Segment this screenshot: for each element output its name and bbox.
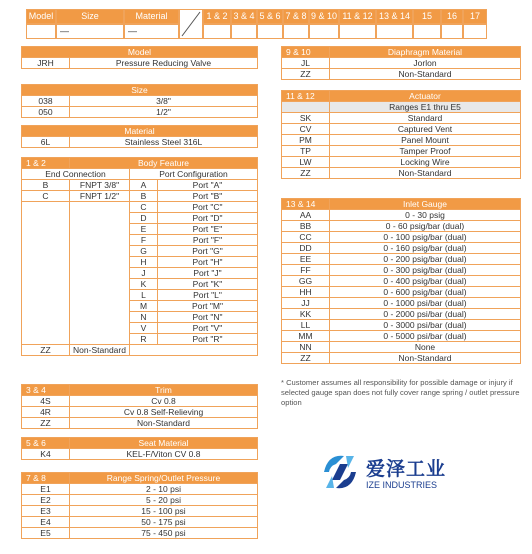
option-code: ZZ <box>282 168 330 179</box>
table-row <box>282 210 521 221</box>
port-description: Port "J" <box>158 268 258 279</box>
blank-cell <box>130 345 258 356</box>
material-title: Material <box>22 126 258 137</box>
port-description: Port "M" <box>158 301 258 312</box>
option-description: 3/8" <box>70 96 258 107</box>
blank-cell <box>70 334 130 345</box>
port-code: F <box>130 235 158 246</box>
port-code: V <box>130 323 158 334</box>
option-code: E2 <box>22 495 70 506</box>
header-slot-0 <box>26 24 56 39</box>
end-connection-description: Non-Standard <box>70 345 130 356</box>
option-code: E3 <box>22 506 70 517</box>
option-description: 0 - 600 psig/bar (dual) <box>330 287 521 298</box>
blank-cell <box>70 235 130 246</box>
option-code: 6L <box>22 137 70 148</box>
port-code: H <box>130 257 158 268</box>
option-description: Locking Wire <box>330 157 521 168</box>
option-code: PM <box>282 135 330 146</box>
port-description: Port "E" <box>158 224 258 235</box>
diaphragm-code: 9 & 10 <box>282 47 330 58</box>
blank-cell <box>22 323 70 334</box>
port-configuration-header: Port Configuration <box>130 169 258 180</box>
table-row <box>282 221 521 232</box>
table-row <box>22 235 258 246</box>
port-description: Port "R" <box>158 334 258 345</box>
spring-title: Range Spring/Outlet Pressure <box>70 473 258 484</box>
actuator-code: 11 & 12 <box>282 91 330 102</box>
body-feature-title: Body Feature <box>70 158 258 169</box>
port-code: J <box>130 268 158 279</box>
option-code: BB <box>282 221 330 232</box>
logo-english-text: IZE INDUSTRIES <box>366 480 438 490</box>
option-description: 5 - 20 psi <box>70 495 258 506</box>
option-description: 0 - 60 psig/bar (dual) <box>330 221 521 232</box>
option-code: ZZ <box>282 353 330 364</box>
option-description: 0 - 200 psig/bar (dual) <box>330 254 521 265</box>
table-row <box>22 224 258 235</box>
header-col-12: 17 <box>463 9 487 24</box>
slash-divider <box>179 9 203 39</box>
table-row <box>22 396 258 407</box>
header-slot-6 <box>283 24 309 39</box>
table-row <box>282 254 521 265</box>
table-row <box>22 180 258 191</box>
option-code: JRH <box>22 58 70 69</box>
option-code: TP <box>282 146 330 157</box>
header-col-0: Model <box>26 9 56 24</box>
option-code: EE <box>282 254 330 265</box>
table-row <box>22 137 258 148</box>
port-code: A <box>130 180 158 191</box>
blank-cell <box>70 213 130 224</box>
option-description: 0 - 2000 psi/bar (dual) <box>330 309 521 320</box>
port-description: Port "H" <box>158 257 258 268</box>
table-row <box>22 407 258 418</box>
logo-chinese-text: 爱泽工业 <box>366 458 447 480</box>
table-row <box>22 517 258 528</box>
option-description: 0 - 5000 psi/bar (dual) <box>330 331 521 342</box>
table-row <box>22 495 258 506</box>
blank-cell <box>70 246 130 257</box>
blank-cell <box>70 301 130 312</box>
header-col-9: 13 & 14 <box>376 9 413 24</box>
table-row <box>282 342 521 353</box>
option-code: 4R <box>22 407 70 418</box>
option-code: E5 <box>22 528 70 539</box>
table-row <box>22 246 258 257</box>
blank-cell <box>22 213 70 224</box>
table-row <box>282 276 521 287</box>
header-slot-7 <box>309 24 339 39</box>
seat-title: Seat Material <box>70 438 258 449</box>
option-description: Non-Standard <box>330 69 521 80</box>
port-description: Port "K" <box>158 279 258 290</box>
option-code: HH <box>282 287 330 298</box>
port-code: R <box>130 334 158 345</box>
header-col-2: Material <box>124 9 179 24</box>
header-col-8: 11 & 12 <box>339 9 376 24</box>
table-row <box>22 323 258 334</box>
blank-cell <box>70 312 130 323</box>
table-row <box>22 107 258 118</box>
option-description: Stainless Steel 316L <box>70 137 258 148</box>
table-row <box>282 243 521 254</box>
table-row <box>22 484 258 495</box>
option-code: LL <box>282 320 330 331</box>
header-col-4: 3 & 4 <box>231 9 257 24</box>
option-description: Cv 0.8 Self-Relieving <box>70 407 258 418</box>
blank-cell <box>70 290 130 301</box>
table-row <box>282 309 521 320</box>
trim-table <box>21 384 258 429</box>
option-description: KEL-F/Viton CV 0.8 <box>70 449 258 460</box>
port-description: Port "V" <box>158 323 258 334</box>
option-code: DD <box>282 243 330 254</box>
option-description: Cv 0.8 <box>70 396 258 407</box>
blank-cell <box>22 290 70 301</box>
end-connection-description: FNPT 3/8" <box>70 180 130 191</box>
trim-title: Trim <box>70 385 258 396</box>
table-row <box>282 157 521 168</box>
port-code: K <box>130 279 158 290</box>
option-description: 0 - 1000 psi/bar (dual) <box>330 298 521 309</box>
end-connection-description: FNPT 1/2" <box>70 191 130 202</box>
option-description: 75 - 450 psi <box>70 528 258 539</box>
model-code-header <box>26 9 522 39</box>
blank-cell <box>22 235 70 246</box>
table-row <box>282 353 521 364</box>
option-description: 0 - 30 psig <box>330 210 521 221</box>
size-title: Size <box>22 85 258 96</box>
spring-code: 7 & 8 <box>22 473 70 484</box>
end-connection-code: ZZ <box>22 345 70 356</box>
option-code: K4 <box>22 449 70 460</box>
option-code: 050 <box>22 107 70 118</box>
seat-material-table <box>21 437 258 460</box>
blank-cell <box>70 268 130 279</box>
option-description: 15 - 100 psi <box>70 506 258 517</box>
header-slot-5 <box>257 24 283 39</box>
gauge-code: 13 & 14 <box>282 199 330 210</box>
option-description: 2 - 10 psi <box>70 484 258 495</box>
table-row <box>22 506 258 517</box>
option-description: 50 - 175 psi <box>70 517 258 528</box>
option-description: Jorlon <box>330 58 521 69</box>
option-description: 0 - 160 psig/bar (dual) <box>330 243 521 254</box>
option-code: 4S <box>22 396 70 407</box>
diaphragm-table <box>281 46 521 80</box>
range-spring-table <box>21 472 258 539</box>
option-code: JL <box>282 58 330 69</box>
seat-code: 5 & 6 <box>22 438 70 449</box>
table-row <box>22 528 258 539</box>
actuator-title: Actuator <box>330 91 521 102</box>
header-col-5: 5 & 6 <box>257 9 283 24</box>
header-col-11: 16 <box>441 9 463 24</box>
option-description: None <box>330 342 521 353</box>
option-code: NN <box>282 342 330 353</box>
option-description: 1/2" <box>70 107 258 118</box>
table-row <box>22 58 258 69</box>
inlet-gauge-table <box>281 198 521 364</box>
header-col-1: Size <box>56 9 124 24</box>
option-code: ZZ <box>282 69 330 80</box>
port-code: L <box>130 290 158 301</box>
port-description: Port "A" <box>158 180 258 191</box>
blank-cell <box>22 202 70 213</box>
table-row <box>282 298 521 309</box>
body-feature-table <box>21 157 258 356</box>
port-description: Port "L" <box>158 290 258 301</box>
port-code: N <box>130 312 158 323</box>
ize-logo <box>318 448 468 498</box>
table-row <box>282 124 521 135</box>
header-slot-4 <box>231 24 257 39</box>
table-row <box>22 312 258 323</box>
option-code: ZZ <box>22 418 70 429</box>
option-description: Non-Standard <box>330 353 521 364</box>
size-table <box>21 84 258 118</box>
option-description: 0 - 3000 psi/bar (dual) <box>330 320 521 331</box>
table-row <box>22 279 258 290</box>
blank-cell <box>70 257 130 268</box>
table-row <box>282 320 521 331</box>
table-row <box>282 168 521 179</box>
table-row <box>282 135 521 146</box>
port-description: Port "C" <box>158 202 258 213</box>
port-code: C <box>130 202 158 213</box>
option-code: CV <box>282 124 330 135</box>
port-description: Port "F" <box>158 235 258 246</box>
table-row <box>22 191 258 202</box>
option-description: Standard <box>330 113 521 124</box>
model-title: Model <box>22 47 258 58</box>
diaphragm-title: Diaphragm Material <box>330 47 521 58</box>
option-code: FF <box>282 265 330 276</box>
option-description: Non-Standard <box>70 418 258 429</box>
port-code: E <box>130 224 158 235</box>
option-description: 0 - 400 psig/bar (dual) <box>330 276 521 287</box>
option-description: Non-Standard <box>330 168 521 179</box>
port-description: Port "N" <box>158 312 258 323</box>
table-row <box>282 232 521 243</box>
option-description: Panel Mount <box>330 135 521 146</box>
option-code: SK <box>282 113 330 124</box>
header-slot-12 <box>463 24 487 39</box>
model-table <box>21 46 258 69</box>
option-code: 038 <box>22 96 70 107</box>
header-slot-10 <box>413 24 441 39</box>
table-row <box>282 287 521 298</box>
blank-cell <box>70 202 130 213</box>
table-row <box>282 113 521 124</box>
option-description: Tamper Proof <box>330 146 521 157</box>
header-slot-8 <box>339 24 376 39</box>
header-col-3: 1 & 2 <box>203 9 231 24</box>
table-row <box>22 268 258 279</box>
body-feature-code: 1 & 2 <box>22 158 70 169</box>
header-slot-1: — <box>56 24 124 39</box>
header-slot-2: — <box>124 24 179 39</box>
option-description: 0 - 300 psig/bar (dual) <box>330 265 521 276</box>
blank-cell <box>22 334 70 345</box>
table-row <box>22 418 258 429</box>
table-row <box>22 257 258 268</box>
option-code: KK <box>282 309 330 320</box>
header-slot-3 <box>203 24 231 39</box>
table-row <box>22 449 258 460</box>
port-code: D <box>130 213 158 224</box>
option-code: AA <box>282 210 330 221</box>
table-row <box>282 331 521 342</box>
blank-cell <box>22 246 70 257</box>
blank-cell <box>70 323 130 334</box>
port-description: Port "D" <box>158 213 258 224</box>
blank-cell <box>22 224 70 235</box>
blank-cell <box>22 312 70 323</box>
option-code: JJ <box>282 298 330 309</box>
actuator-subheader: Ranges E1 thru E5 <box>330 102 521 113</box>
port-description: Port "B" <box>158 191 258 202</box>
table-row <box>22 202 258 213</box>
header-col-10: 15 <box>413 9 441 24</box>
material-table <box>21 125 258 148</box>
gauge-title: Inlet Gauge <box>330 199 521 210</box>
blank-cell <box>22 279 70 290</box>
blank-cell <box>22 301 70 312</box>
table-row <box>22 96 258 107</box>
option-code: E4 <box>22 517 70 528</box>
header-slot-11 <box>441 24 463 39</box>
option-code: MM <box>282 331 330 342</box>
port-code: B <box>130 191 158 202</box>
header-col-6: 7 & 8 <box>283 9 309 24</box>
table-row <box>282 58 521 69</box>
table-row <box>282 69 521 80</box>
end-connection-code: B <box>22 180 70 191</box>
option-code: LW <box>282 157 330 168</box>
actuator-table <box>281 90 521 179</box>
ize-logo-icon <box>318 450 362 494</box>
blank-cell <box>22 268 70 279</box>
actuator-sub-blank <box>282 102 330 113</box>
table-row <box>22 334 258 345</box>
end-connection-header: End Connection <box>22 169 130 180</box>
option-code: CC <box>282 232 330 243</box>
table-row <box>22 301 258 312</box>
table-row <box>22 345 258 356</box>
port-code: M <box>130 301 158 312</box>
trim-code: 3 & 4 <box>22 385 70 396</box>
header-slot-9 <box>376 24 413 39</box>
gauge-footnote: * Customer assumes all responsibility for possible damage or injury if selected gauge span does not fully cover range spring / outlet pressure option <box>281 378 520 407</box>
option-code: E1 <box>22 484 70 495</box>
table-row <box>22 290 258 301</box>
option-description: Captured Vent <box>330 124 521 135</box>
table-row <box>282 265 521 276</box>
option-code: GG <box>282 276 330 287</box>
port-code: G <box>130 246 158 257</box>
table-row <box>282 146 521 157</box>
option-description: 0 - 100 psig/bar (dual) <box>330 232 521 243</box>
port-description: Port "G" <box>158 246 258 257</box>
option-description: Pressure Reducing Valve <box>70 58 258 69</box>
blank-cell <box>70 224 130 235</box>
header-col-7: 9 & 10 <box>309 9 339 24</box>
blank-cell <box>22 257 70 268</box>
blank-cell <box>70 279 130 290</box>
table-row <box>22 213 258 224</box>
end-connection-code: C <box>22 191 70 202</box>
